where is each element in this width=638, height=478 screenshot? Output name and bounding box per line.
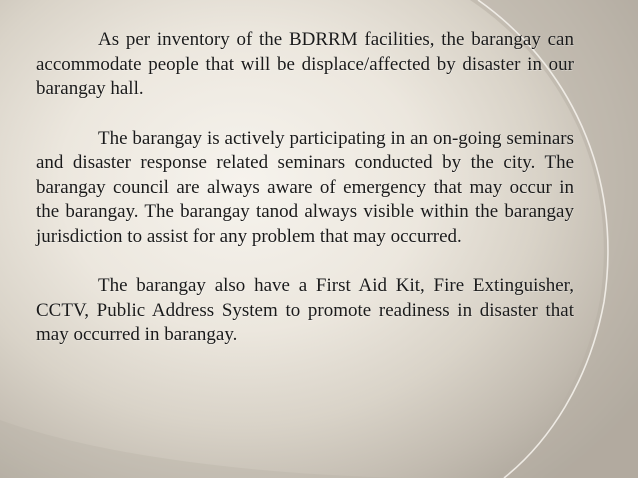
paragraph-equipment: The barangay also have a First Aid Kit, Fire Extinguisher, CCTV, Public Address System to promote readiness in disaster that may occurred in barangay. bbox=[36, 275, 574, 345]
slide-body-text bbox=[36, 28, 574, 348]
paragraph-participation: The barangay is actively participating in an on-going seminars and disaster response related seminars conducted by the city. The barangay council are always aware of emergency that may occur in the barangay. The barangay tanod always visible within the barangay jurisdiction to assist for any problem that may occurred. bbox=[36, 127, 574, 247]
bottom-background-curve bbox=[0, 420, 470, 478]
paragraph-inventory: As per inventory of the BDRRM facilities, the barangay can accommodate people that will be displace/affected by disaster in our barangay hall. bbox=[36, 29, 574, 99]
